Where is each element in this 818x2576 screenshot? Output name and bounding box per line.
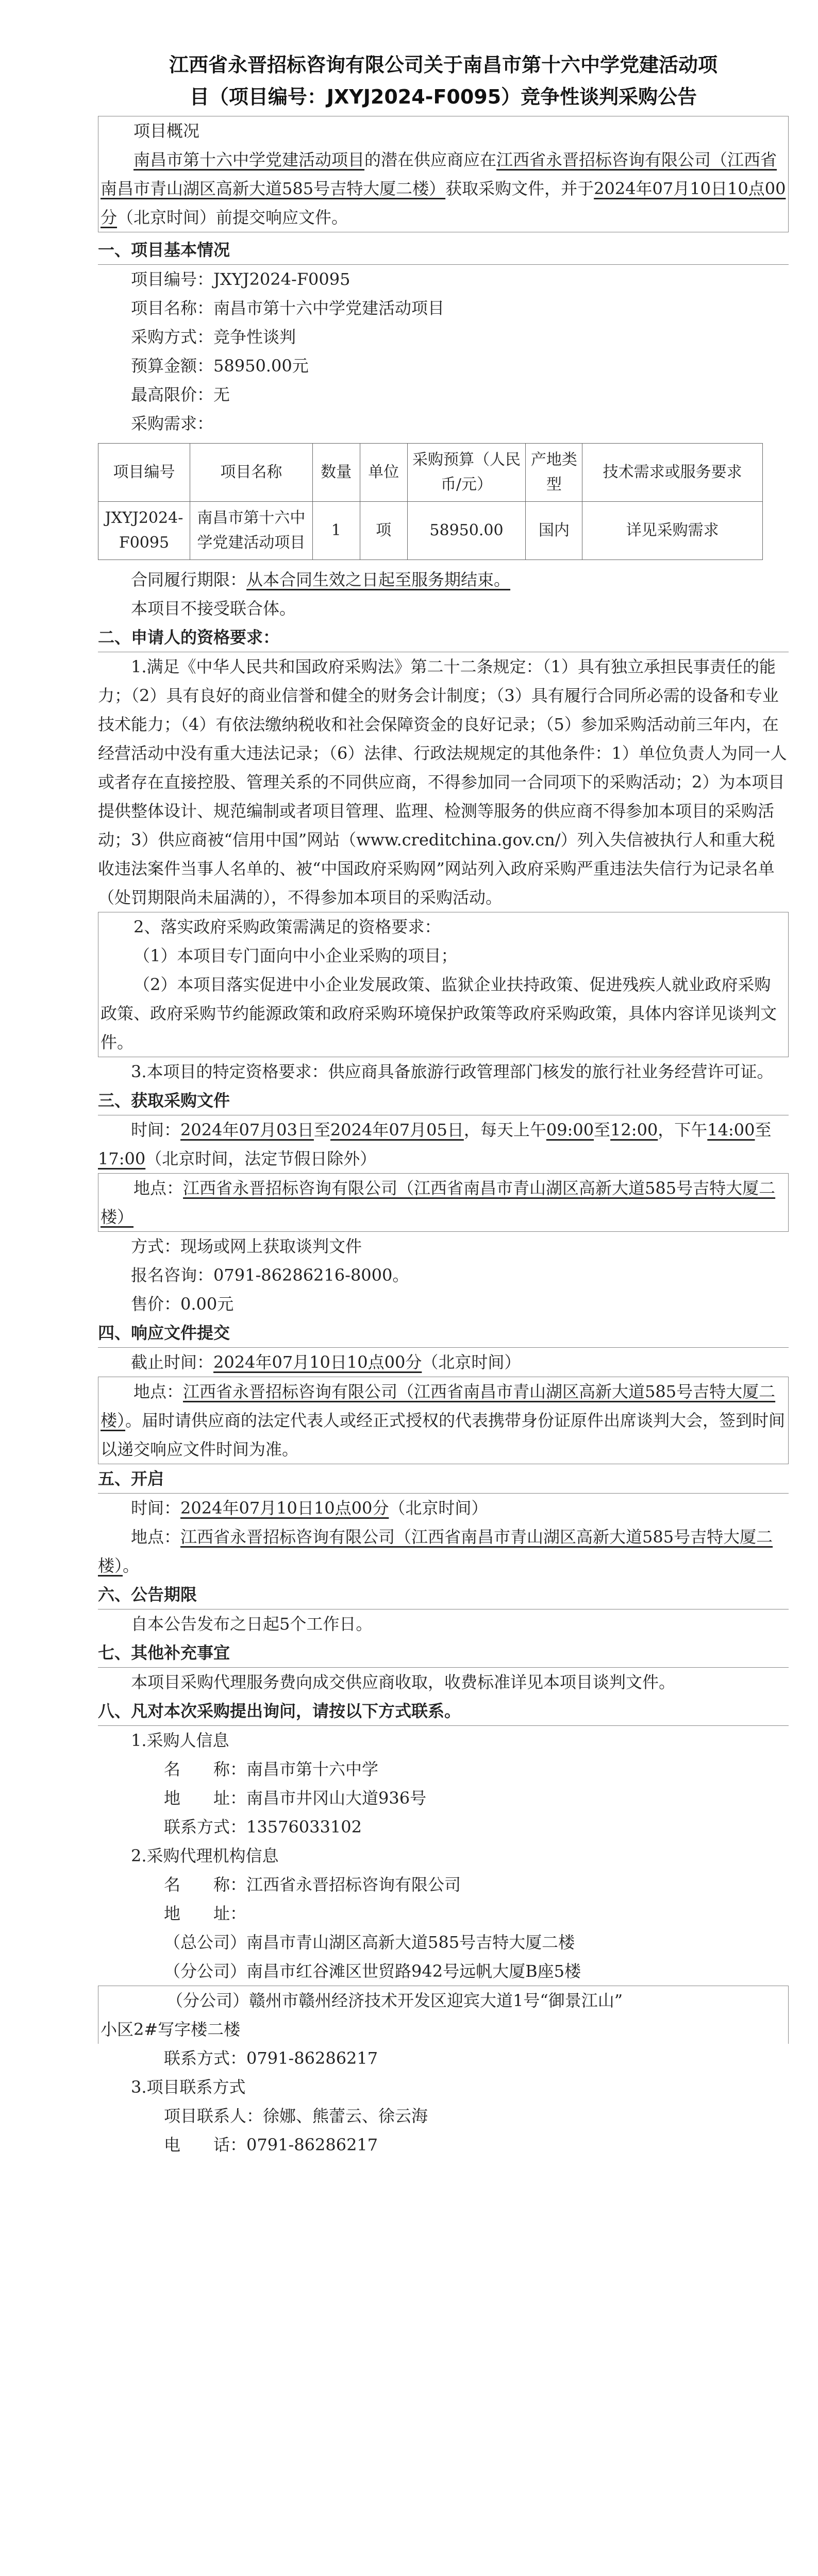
qualification-2: 2、落实政府采购政策需满足的资格要求： bbox=[133, 917, 441, 937]
address-label: 地 址： bbox=[164, 1904, 247, 1923]
policy-box bbox=[98, 912, 789, 1057]
project-number: 项目编号：JXYJ2024-F0095 bbox=[131, 269, 350, 289]
section2-heading: 二、申请人的资格要求： bbox=[98, 628, 280, 647]
place-label: 地点： bbox=[133, 1178, 183, 1198]
qualification-2-2: （2）本项目落实促进中小企业发展政策、监狱企业扶持政策、促进残疾人就业政府采购政策、政府采购节约能源政策和政府采购环境保护政策等政府采购政策，具体内容详见谈判文件。 bbox=[101, 975, 777, 1052]
submission-place-box bbox=[98, 1377, 789, 1464]
section5-heading: 五、开启 bbox=[98, 1469, 164, 1488]
address-label: 地 址： bbox=[164, 1788, 247, 1808]
agent-contact: 联系方式：0791-86286217 bbox=[164, 2048, 378, 2068]
overview-text-part: 获取采购文件，并于 bbox=[445, 179, 594, 198]
project-contact-phone bbox=[98, 2130, 789, 2159]
obtain-place bbox=[101, 1174, 786, 1231]
date-end: 2024年07月05日 bbox=[330, 1120, 464, 1140]
section6-heading: 六、公告期限 bbox=[98, 1585, 197, 1604]
supplementary-matters: 本项目采购代理服务费向成交供应商收取，收费标准详见本项目谈判文件。 bbox=[131, 1672, 676, 1692]
place-value: 江西省永晋招标咨询有限公司（江西省南昌市青山湖区高新大道585号吉特大厦二楼） bbox=[101, 1178, 776, 1227]
overview-text-part: 的潜在供应商应在 bbox=[364, 150, 497, 170]
deadline-note: （北京时间） bbox=[422, 1352, 521, 1372]
to-text: 至 bbox=[594, 1120, 611, 1140]
title-line-1: 江西省永晋招标咨询有限公司关于南昌市第十六中学党建活动项 bbox=[169, 54, 717, 76]
table-header-row bbox=[98, 444, 763, 502]
contract-period bbox=[98, 565, 789, 594]
pm-start: 14:00 bbox=[707, 1120, 755, 1140]
requirement-table bbox=[98, 443, 763, 560]
time-note: （北京时间，法定节假日除外） bbox=[145, 1149, 377, 1168]
overview-heading: 项目概况 bbox=[133, 121, 200, 141]
place-value: 江西省永晋招标咨询有限公司（江西省南昌市青山湖区高新大道585号吉特大厦二楼） bbox=[98, 1527, 773, 1575]
buyer-heading: 1.采购人信息 bbox=[131, 1731, 229, 1750]
announcement-period: 自本公告发布之日起5个工作日。 bbox=[131, 1614, 373, 1634]
place-label: 地点： bbox=[133, 1382, 183, 1401]
obtain-method: 方式：现场或网上获取谈判文件 bbox=[131, 1236, 362, 1256]
project-contact-heading: 3.项目联系方式 bbox=[131, 2077, 246, 2097]
am-end: 12:00 bbox=[610, 1120, 658, 1140]
consortium-note: 本项目不接受联合体。 bbox=[131, 599, 296, 618]
announcement-document bbox=[98, 49, 789, 2159]
opening-time bbox=[98, 1494, 789, 1522]
overview-deadline: 2024年07月10日10点00分 bbox=[101, 179, 786, 227]
pm-label: ，下午 bbox=[658, 1120, 708, 1140]
agent-hq-address: （总公司）南昌市青山湖区高新大道585号吉特大厦二楼 bbox=[164, 1933, 575, 1952]
max-price: 最高限价：无 bbox=[131, 385, 230, 404]
name-label: 名 称： bbox=[164, 1759, 247, 1779]
place-note: 。届时请供应商的法定代表人或经正式授权的代表携带身份证原件出席谈判大会，签到时间以递交响应文件时间为准。 bbox=[101, 1411, 786, 1459]
overview-box bbox=[98, 116, 789, 232]
table-header: 数量 bbox=[312, 444, 360, 502]
overview-location: 江西省永晋招标咨询有限公司（江西省南昌市青山湖区高新大道585号吉特大厦二楼） bbox=[101, 150, 777, 198]
table-cell: JXYJ2024-F0095 bbox=[98, 502, 190, 560]
place-label: 地点： bbox=[131, 1527, 181, 1547]
table-header: 项目编号 bbox=[98, 444, 190, 502]
requirement-label: 采购需求： bbox=[131, 414, 214, 433]
name-label: 名 称： bbox=[164, 1875, 247, 1894]
agent-address bbox=[98, 1899, 789, 1928]
table-header: 产地类型 bbox=[526, 444, 582, 502]
place-value: 江西省永晋招标咨询有限公司（江西省南昌市青山湖区高新大道585号吉特大厦二楼） bbox=[101, 1382, 776, 1430]
place-end: 。 bbox=[123, 1556, 140, 1575]
qualification-3: 3.本项目的特定资格要求：供应商具备旅游行政管理部门核发的旅行社业务经营许可证。 bbox=[131, 1062, 774, 1081]
buyer-name bbox=[98, 1755, 789, 1784]
agent-branch-1: （分公司）南昌市红谷滩区世贸路942号远帆大厦B座5楼 bbox=[164, 1961, 581, 1981]
section4-heading: 四、响应文件提交 bbox=[98, 1323, 230, 1343]
page-title bbox=[98, 49, 789, 113]
procurement-method: 采购方式：竞争性谈判 bbox=[131, 327, 296, 347]
am-start: 09:00 bbox=[546, 1120, 594, 1140]
table-cell: 国内 bbox=[526, 502, 582, 560]
table-cell: 详见采购需求 bbox=[582, 502, 763, 560]
table-header: 技术需求或服务要求 bbox=[582, 444, 763, 502]
project-contact-person: 项目联系人：徐娜、熊蕾云、徐云海 bbox=[164, 2106, 428, 2126]
table-cell: 58950.00 bbox=[407, 502, 526, 560]
buyer-address bbox=[98, 1784, 789, 1812]
phone-value: 0791-86286217 bbox=[246, 2135, 378, 2155]
agent-branch-2-cont: 小区2#写字楼二楼 bbox=[101, 2020, 241, 2039]
table-header: 采购预算（人民币/元） bbox=[407, 444, 526, 502]
overview-text-part: （北京时间）前提交响应文件。 bbox=[117, 208, 348, 227]
deadline-value: 2024年07月10日10点00分 bbox=[213, 1352, 422, 1372]
table-header: 单位 bbox=[360, 444, 407, 502]
table-header: 项目名称 bbox=[190, 444, 312, 502]
document-price: 售价：0.00元 bbox=[131, 1294, 234, 1314]
qualification-1: 1.满足《中华人民共和国政府采购法》第二十二条规定：（1）具有独立承担民事责任的能力；（2）具有良好的商业信誉和健全的财务会计制度；（3）具有履行合同所必需的设备和专业技术能力；（4）有依法缴纳税收和社会保障资金的良好记录；（5）参加采购活动前三年内，在经营活动中没有重大违法记录；（6）法律、行政法规规定的其他条件：1）单位负责人为同一人或者存在直接控股、管理关系的不同供应商，不得参加同一合同项下的采购活动；2）为本项目提供整体设计、规范编制或者项目管理、监理、检测等服务的供应商不得参加本项目的采购活动；3）供应商被“信用中国”网站（www.creditchina.gov.cn/）列入失信被执行人和重大税收违法案件当事人名单的、被“中国政府采购网”网站列入政府采购严重违法失信行为记录名单（处罚期限尚未届满的），不得参加本项目的采购活动。 bbox=[98, 657, 787, 907]
table-cell: 1 bbox=[312, 502, 360, 560]
table-row bbox=[98, 502, 763, 560]
obtain-place-box bbox=[98, 1173, 789, 1232]
buyer-address-value: 南昌市井冈山大道936号 bbox=[246, 1788, 427, 1808]
submission-deadline bbox=[98, 1348, 789, 1377]
time-value: 2024年07月10日10点00分 bbox=[180, 1498, 389, 1518]
overview-project-name: 南昌市第十六中学党建活动项目 bbox=[133, 150, 365, 170]
agent-name bbox=[98, 1870, 789, 1899]
table-cell: 项 bbox=[360, 502, 407, 560]
branch-2-box bbox=[98, 1986, 789, 2044]
time-label: 时间： bbox=[131, 1120, 181, 1140]
title-line-2: 目（项目编号：JXYJ2024-F0095）竞争性谈判采购公告 bbox=[189, 86, 697, 108]
time-note: （北京时间） bbox=[389, 1498, 488, 1518]
table-cell: 南昌市第十六中学党建活动项目 bbox=[190, 502, 312, 560]
agent-branch-2: （分公司）赣州市赣州经济技术开发区迎宾大道1号“御景江山” bbox=[166, 1991, 623, 2010]
deadline-label: 截止时间： bbox=[131, 1352, 214, 1372]
agent-heading: 2.采购代理机构信息 bbox=[131, 1846, 279, 1866]
registration-consult: 报名咨询：0791-86286216-8000。 bbox=[131, 1265, 409, 1285]
opening-place bbox=[98, 1522, 789, 1580]
overview-text bbox=[101, 145, 786, 232]
obtain-time bbox=[98, 1115, 789, 1173]
contract-label: 合同履行期限： bbox=[131, 570, 247, 589]
to-text: 至 bbox=[755, 1120, 772, 1140]
to-text: 至 bbox=[313, 1120, 330, 1140]
date-start: 2024年07月03日 bbox=[180, 1120, 314, 1140]
section8-heading: 八、凡对本次采购提出询问，请按以下方式联系。 bbox=[98, 1701, 461, 1721]
submission-place bbox=[101, 1377, 786, 1464]
section3-heading: 三、获取采购文件 bbox=[98, 1091, 230, 1110]
budget-amount: 预算金额：58950.00元 bbox=[131, 356, 309, 376]
time-label: 时间： bbox=[131, 1498, 181, 1518]
buyer-name-value: 南昌市第十六中学 bbox=[246, 1759, 379, 1779]
project-name: 项目名称：南昌市第十六中学党建活动项目 bbox=[131, 298, 445, 318]
contract-value: 从本合同生效之日起至服务期结束。 bbox=[246, 570, 511, 589]
section7-heading: 七、其他补充事宜 bbox=[98, 1643, 230, 1663]
phone-label: 电 话： bbox=[164, 2135, 247, 2155]
pm-end: 17:00 bbox=[98, 1149, 146, 1168]
agent-name-value: 江西省永晋招标咨询有限公司 bbox=[246, 1875, 461, 1894]
section1-heading: 一、项目基本情况 bbox=[98, 240, 230, 260]
daily-text: ，每天上午 bbox=[463, 1120, 546, 1140]
buyer-contact: 联系方式：13576033102 bbox=[164, 1817, 362, 1837]
qualification-2-1: （1）本项目专门面向中小企业采购的项目； bbox=[133, 946, 458, 965]
